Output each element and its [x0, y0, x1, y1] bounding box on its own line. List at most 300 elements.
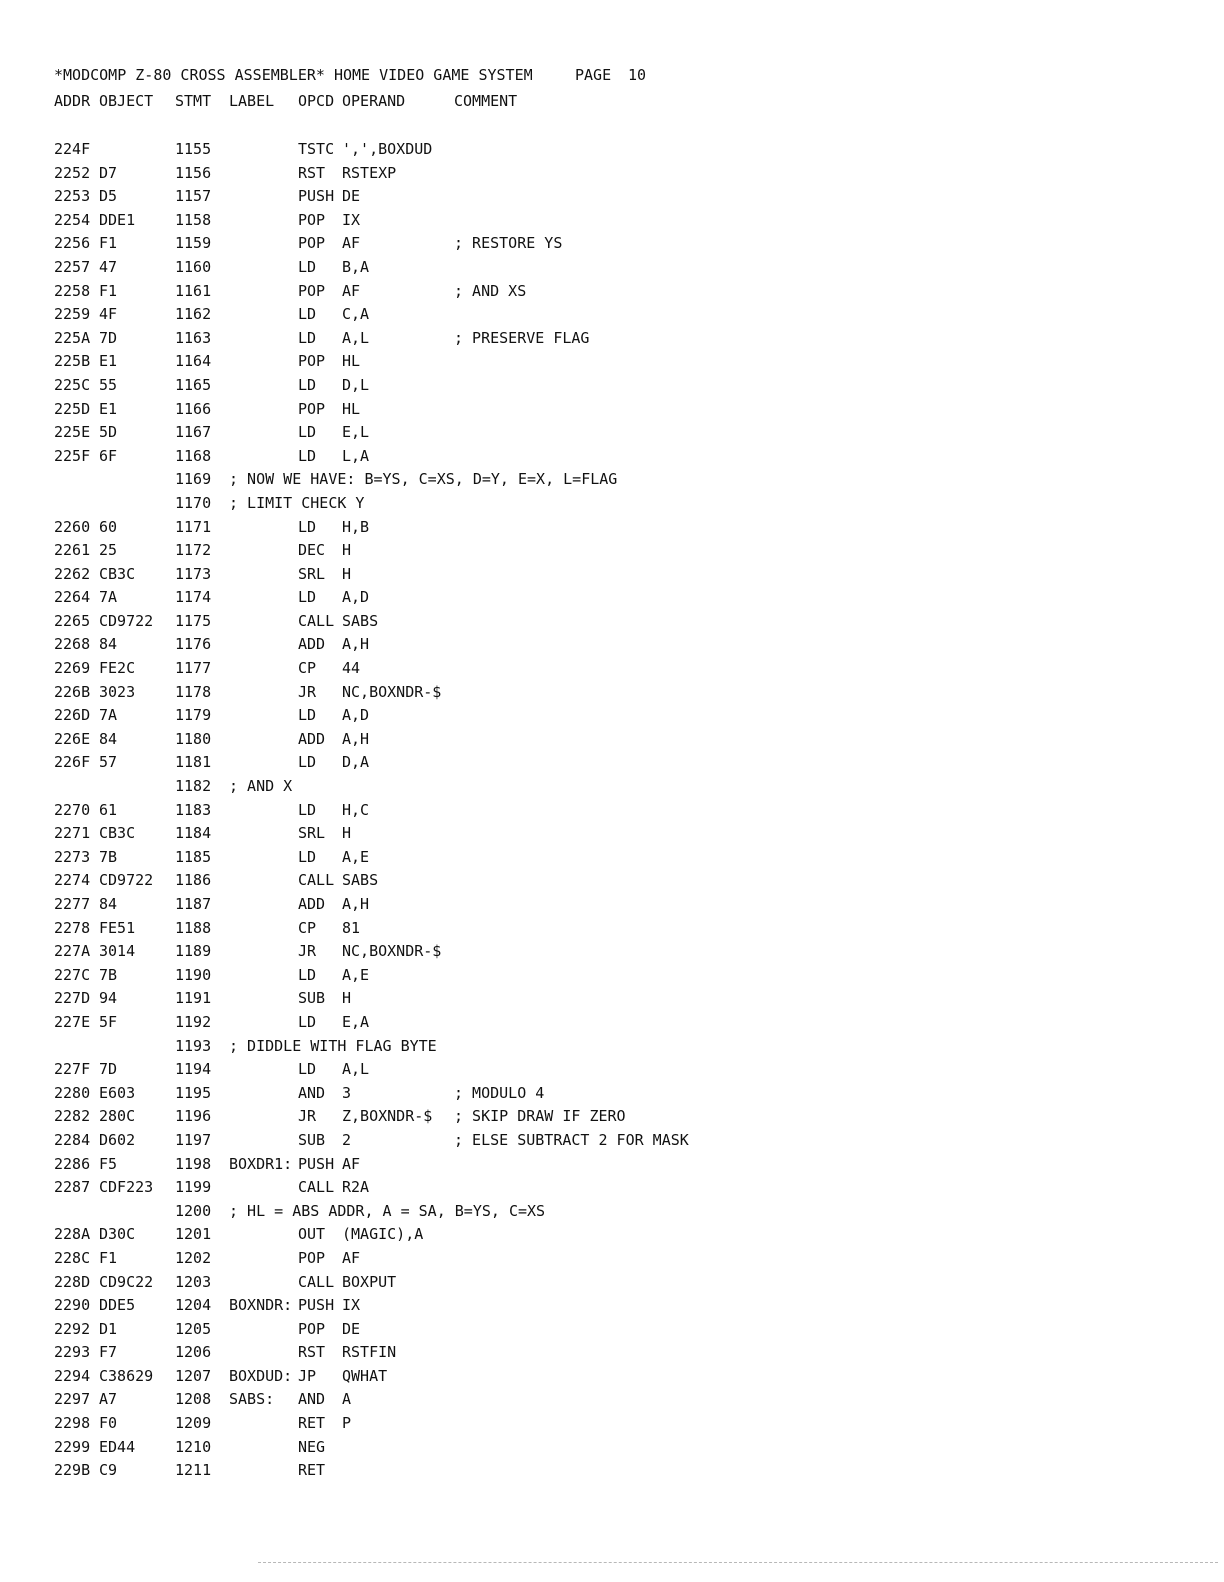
address: 2254	[54, 210, 91, 229]
object-code: CB3C	[99, 564, 136, 583]
statement-number: 1181	[175, 753, 212, 772]
object-code: 280C	[99, 1107, 136, 1126]
opcode: SRL	[298, 824, 326, 843]
opcode: SUB	[298, 989, 326, 1008]
listing-line	[0, 1459, 1224, 1483]
address: 226D	[54, 706, 91, 725]
object-code: CD9722	[99, 871, 154, 890]
address: 2270	[54, 800, 91, 819]
address: 225E	[54, 423, 91, 442]
opcode: ADD	[298, 635, 326, 654]
operand: R2A	[342, 1178, 370, 1197]
statement-number: 1209	[175, 1414, 212, 1433]
opcode: CP	[298, 659, 317, 678]
opcode: SRL	[298, 564, 326, 583]
listing-line	[0, 303, 1224, 327]
object-code: D5	[99, 187, 118, 206]
operand: P	[342, 1414, 352, 1433]
opcode: LD	[298, 328, 317, 347]
comment-line: ; NOW WE HAVE: B=YS, C=XS, D=Y, E=X, L=FLAG	[229, 470, 618, 489]
statement-number: 1183	[175, 800, 212, 819]
operand: 3	[342, 1083, 352, 1102]
address: 227C	[54, 965, 91, 984]
listing-line	[0, 539, 1224, 563]
comment-line: ; AND X	[229, 777, 293, 796]
operand: E,A	[342, 1012, 370, 1031]
listing-line	[0, 987, 1224, 1011]
address: 226E	[54, 729, 91, 748]
object-code: 57	[99, 753, 118, 772]
operand: H	[342, 824, 352, 843]
object-code: F1	[99, 281, 118, 300]
operand: IX	[342, 1296, 361, 1315]
object-code: ED44	[99, 1437, 136, 1456]
opcode: LD	[298, 1012, 317, 1031]
operand: A	[342, 1390, 352, 1409]
opcode: ADD	[298, 895, 326, 913]
listing-line	[0, 138, 1224, 162]
address: 2274	[54, 871, 91, 890]
statement-number: 1206	[175, 1343, 212, 1362]
opcode: LD	[298, 753, 317, 772]
opcode: LD	[298, 446, 317, 465]
object-code: C9	[99, 1461, 118, 1480]
address: 2264	[54, 588, 91, 607]
listing-line	[0, 869, 1224, 893]
bottom-rule	[258, 1562, 1218, 1563]
operand: A,L	[342, 328, 370, 347]
opcode: TSTC	[298, 140, 335, 158]
statement-number: 1180	[175, 729, 212, 748]
page-number: 10	[628, 66, 647, 84]
label: SABS:	[229, 1390, 275, 1409]
opcode: RET	[298, 1461, 326, 1480]
operand: A,E	[342, 965, 370, 984]
statement-number: 1168	[175, 446, 212, 465]
assembly-listing	[0, 138, 1224, 1483]
address: 2269	[54, 659, 91, 678]
listing-line	[0, 1318, 1224, 1342]
operand: H	[342, 564, 352, 583]
operand: D,L	[342, 375, 370, 394]
object-code: CDF223	[99, 1178, 154, 1197]
comment-line: ; LIMIT CHECK Y	[229, 493, 365, 512]
object-code: 7B	[99, 847, 118, 866]
address: 2292	[54, 1319, 91, 1338]
operand: AF	[342, 1248, 361, 1267]
listing-line	[0, 846, 1224, 870]
column-header-stmt: STMT	[175, 92, 212, 110]
listing-line	[0, 681, 1224, 705]
statement-number: 1205	[175, 1319, 212, 1338]
object-code: 7A	[99, 588, 118, 607]
opcode: JP	[298, 1366, 317, 1385]
object-code: F1	[99, 234, 118, 253]
statement-number: 1173	[175, 564, 212, 583]
address: 2271	[54, 824, 91, 843]
object-code: FE51	[99, 918, 136, 937]
opcode: JR	[298, 682, 317, 701]
statement-number: 1178	[175, 682, 212, 701]
listing-line	[0, 940, 1224, 964]
operand: E,L	[342, 423, 370, 442]
address: 225F	[54, 446, 91, 465]
address: 228D	[54, 1272, 91, 1291]
column-header-label: LABEL	[229, 92, 275, 110]
object-code: 3023	[99, 682, 136, 701]
operand: SABS	[342, 871, 379, 890]
listing-line	[0, 398, 1224, 422]
statement-number: 1171	[175, 517, 212, 536]
listing-line	[0, 1412, 1224, 1436]
operand: HL	[342, 352, 361, 371]
object-code: 55	[99, 375, 118, 394]
opcode: DEC	[298, 541, 326, 560]
statement-number: 1195	[175, 1083, 212, 1102]
opcode: CALL	[298, 1178, 335, 1197]
comment: ; PRESERVE FLAG	[454, 328, 590, 347]
statement-number: 1157	[175, 187, 212, 206]
opcode: CALL	[298, 611, 335, 630]
object-code: 84	[99, 635, 118, 654]
listing-line	[0, 964, 1224, 988]
opcode: POP	[298, 210, 326, 229]
column-header-operand: OPERAND	[342, 92, 406, 110]
opcode: CALL	[298, 1272, 335, 1291]
statement-number: 1161	[175, 281, 212, 300]
listing-line	[0, 775, 1224, 799]
object-code: 7A	[99, 706, 118, 725]
opcode: AND	[298, 1083, 326, 1102]
listing-line	[0, 209, 1224, 233]
column-headers	[0, 92, 1224, 114]
opcode: PUSH	[298, 187, 335, 206]
statement-number: 1177	[175, 659, 212, 678]
address: 2284	[54, 1130, 91, 1149]
statement-number: 1201	[175, 1225, 212, 1244]
opcode: ADD	[298, 729, 326, 748]
statement-number: 1164	[175, 352, 212, 371]
listing-line	[0, 232, 1224, 256]
operand: B,A	[342, 257, 370, 276]
address: 2259	[54, 305, 91, 324]
address: 2273	[54, 847, 91, 866]
statement-number: 1155	[175, 140, 212, 158]
address: 2287	[54, 1178, 91, 1197]
label: BOXDR1:	[229, 1154, 293, 1173]
opcode: AND	[298, 1390, 326, 1409]
operand: AF	[342, 281, 361, 300]
object-code: F7	[99, 1343, 118, 1362]
statement-number: 1170	[175, 493, 212, 512]
opcode: POP	[298, 234, 326, 253]
comment-line: ; DIDDLE WITH FLAG BYTE	[229, 1036, 437, 1055]
address: 2298	[54, 1414, 91, 1433]
object-code: 61	[99, 800, 118, 819]
listing-line	[0, 633, 1224, 657]
address: 228C	[54, 1248, 91, 1267]
operand: NC,BOXNDR-$	[342, 942, 442, 961]
object-code: E1	[99, 399, 118, 418]
statement-number: 1162	[175, 305, 212, 324]
statement-number: 1179	[175, 706, 212, 725]
opcode: LD	[298, 423, 317, 442]
listing-line	[0, 1058, 1224, 1082]
listing-line	[0, 1294, 1224, 1318]
listing-line	[0, 162, 1224, 186]
statement-number: 1187	[175, 895, 212, 913]
address: 2278	[54, 918, 91, 937]
listing-line	[0, 350, 1224, 374]
object-code: 5D	[99, 423, 118, 442]
listing-line	[0, 280, 1224, 304]
statement-number: 1160	[175, 257, 212, 276]
operand: 44	[342, 659, 361, 678]
operand: A,H	[342, 729, 370, 748]
statement-number: 1207	[175, 1366, 212, 1385]
address: 2294	[54, 1366, 91, 1385]
comment-line: ; HL = ABS ADDR, A = SA, B=YS, C=XS	[229, 1201, 546, 1220]
address: 224F	[54, 140, 91, 158]
listing-line	[0, 1247, 1224, 1271]
address: 2256	[54, 234, 91, 253]
object-code: FE2C	[99, 659, 136, 678]
listing-line	[0, 751, 1224, 775]
statement-number: 1158	[175, 210, 212, 229]
operand: A,H	[342, 635, 370, 654]
object-code: F5	[99, 1154, 118, 1173]
object-code: 47	[99, 257, 118, 276]
opcode: PUSH	[298, 1296, 335, 1315]
operand: A,D	[342, 588, 370, 607]
statement-number: 1188	[175, 918, 212, 937]
object-code: D602	[99, 1130, 136, 1149]
operand: A,D	[342, 706, 370, 725]
operand: H	[342, 989, 352, 1008]
comment: ; RESTORE YS	[454, 234, 563, 253]
address: 2290	[54, 1296, 91, 1315]
opcode: CP	[298, 918, 317, 937]
address: 225C	[54, 375, 91, 394]
document-title: *MODCOMP Z-80 CROSS ASSEMBLER* HOME VIDEO GAME SYSTEM	[54, 66, 533, 84]
statement-number: 1210	[175, 1437, 212, 1456]
object-code: F1	[99, 1248, 118, 1267]
listing-line	[0, 1176, 1224, 1200]
listing-line	[0, 492, 1224, 516]
object-code: 7D	[99, 1060, 118, 1079]
operand: HL	[342, 399, 361, 418]
address: 227F	[54, 1060, 91, 1079]
statement-number: 1163	[175, 328, 212, 347]
operand: ',',BOXDUD	[342, 140, 433, 158]
operand: H	[342, 541, 352, 560]
statement-number: 1190	[175, 965, 212, 984]
comment: ; ELSE SUBTRACT 2 FOR MASK	[454, 1130, 689, 1149]
listing-line	[0, 1153, 1224, 1177]
operand: DE	[342, 1319, 361, 1338]
operand: L,A	[342, 446, 370, 465]
address: 227A	[54, 942, 91, 961]
object-code: A7	[99, 1390, 118, 1409]
operand: RSTFIN	[342, 1343, 397, 1362]
opcode: CALL	[298, 871, 335, 890]
opcode: POP	[298, 1319, 326, 1338]
listing-line	[0, 657, 1224, 681]
statement-number: 1194	[175, 1060, 212, 1079]
operand: 2	[342, 1130, 352, 1149]
statement-number: 1176	[175, 635, 212, 654]
object-code: 3014	[99, 942, 136, 961]
object-code: C38629	[99, 1366, 154, 1385]
operand: BOXPUT	[342, 1272, 397, 1291]
opcode: JR	[298, 1107, 317, 1126]
operand: H,C	[342, 800, 370, 819]
opcode: LD	[298, 588, 317, 607]
operand: C,A	[342, 305, 370, 324]
statement-number: 1208	[175, 1390, 212, 1409]
comment: ; SKIP DRAW IF ZERO	[454, 1107, 626, 1126]
opcode: LD	[298, 800, 317, 819]
listing-line	[0, 256, 1224, 280]
listing-line	[0, 586, 1224, 610]
object-code: 5F	[99, 1012, 118, 1031]
address: 2293	[54, 1343, 91, 1362]
listing-line	[0, 1200, 1224, 1224]
listing-line	[0, 728, 1224, 752]
listing-line	[0, 1223, 1224, 1247]
object-code: E1	[99, 352, 118, 371]
opcode: LD	[298, 1060, 317, 1079]
object-code: CD9722	[99, 611, 154, 630]
listing-line	[0, 1011, 1224, 1035]
statement-number: 1202	[175, 1248, 212, 1267]
object-code: 7D	[99, 328, 118, 347]
listing-line	[0, 516, 1224, 540]
listing-line	[0, 1082, 1224, 1106]
listing-line	[0, 1436, 1224, 1460]
page-header	[54, 66, 647, 88]
operand: AF	[342, 1154, 361, 1173]
opcode: LD	[298, 965, 317, 984]
listing-line	[0, 799, 1224, 823]
address: 2265	[54, 611, 91, 630]
statement-number: 1159	[175, 234, 212, 253]
statement-number: 1174	[175, 588, 212, 607]
operand: (MAGIC),A	[342, 1225, 424, 1244]
listing-line	[0, 1129, 1224, 1153]
opcode: POP	[298, 1248, 326, 1267]
opcode: LD	[298, 257, 317, 276]
address: 2261	[54, 541, 91, 560]
listing-line	[0, 421, 1224, 445]
statement-number: 1184	[175, 824, 212, 843]
statement-number: 1192	[175, 1012, 212, 1031]
address: 2253	[54, 187, 91, 206]
statement-number: 1198	[175, 1154, 212, 1173]
address: 226F	[54, 753, 91, 772]
opcode: LD	[298, 706, 317, 725]
statement-number: 1189	[175, 942, 212, 961]
address: 2252	[54, 163, 91, 182]
object-code: CB3C	[99, 824, 136, 843]
listing-line	[0, 563, 1224, 587]
address: 2286	[54, 1154, 91, 1173]
operand: DE	[342, 187, 361, 206]
statement-number: 1185	[175, 847, 212, 866]
listing-line	[0, 1035, 1224, 1059]
object-code: 6F	[99, 446, 118, 465]
address: 2258	[54, 281, 91, 300]
statement-number: 1204	[175, 1296, 212, 1315]
opcode: OUT	[298, 1225, 326, 1244]
object-code: DDE5	[99, 1296, 136, 1315]
opcode: POP	[298, 281, 326, 300]
column-header-opcd: OPCD	[298, 92, 335, 110]
comment: ; MODULO 4	[454, 1083, 545, 1102]
comment: ; AND XS	[454, 281, 527, 300]
operand: QWHAT	[342, 1366, 388, 1385]
opcode: LD	[298, 847, 317, 866]
object-code: 84	[99, 729, 118, 748]
opcode: POP	[298, 352, 326, 371]
address: 227E	[54, 1012, 91, 1031]
listing-line	[0, 1365, 1224, 1389]
listing-line	[0, 1341, 1224, 1365]
operand: Z,BOXNDR-$	[342, 1107, 433, 1126]
listing-line	[0, 1271, 1224, 1295]
opcode: LD	[298, 305, 317, 324]
statement-number: 1200	[175, 1201, 212, 1220]
opcode: RST	[298, 1343, 326, 1362]
object-code: F0	[99, 1414, 118, 1433]
operand: AF	[342, 234, 361, 253]
listing-line	[0, 468, 1224, 492]
operand: A,H	[342, 895, 370, 913]
opcode: LD	[298, 517, 317, 536]
address: 225B	[54, 352, 91, 371]
page-label: PAGE	[575, 66, 612, 84]
listing-line	[0, 327, 1224, 351]
statement-number: 1167	[175, 423, 212, 442]
object-code: D30C	[99, 1225, 136, 1244]
operand: SABS	[342, 611, 379, 630]
listing-line	[0, 917, 1224, 941]
address: 2280	[54, 1083, 91, 1102]
operand: IX	[342, 210, 361, 229]
address: 2262	[54, 564, 91, 583]
statement-number: 1169	[175, 470, 212, 489]
operand: A,E	[342, 847, 370, 866]
object-code: 84	[99, 895, 118, 913]
label: BOXDUD:	[229, 1366, 293, 1385]
object-code: 60	[99, 517, 118, 536]
opcode: RST	[298, 163, 326, 182]
statement-number: 1203	[175, 1272, 212, 1291]
address: 2257	[54, 257, 91, 276]
address: 228A	[54, 1225, 91, 1244]
operand: A,L	[342, 1060, 370, 1079]
address: 229B	[54, 1461, 91, 1480]
listing-line	[0, 610, 1224, 634]
opcode: PUSH	[298, 1154, 335, 1173]
operand: 81	[342, 918, 361, 937]
opcode: NEG	[298, 1437, 326, 1456]
object-code: 7B	[99, 965, 118, 984]
listing-line	[0, 1388, 1224, 1412]
listing-line	[0, 1105, 1224, 1129]
object-code: D7	[99, 163, 118, 182]
address: 227D	[54, 989, 91, 1008]
